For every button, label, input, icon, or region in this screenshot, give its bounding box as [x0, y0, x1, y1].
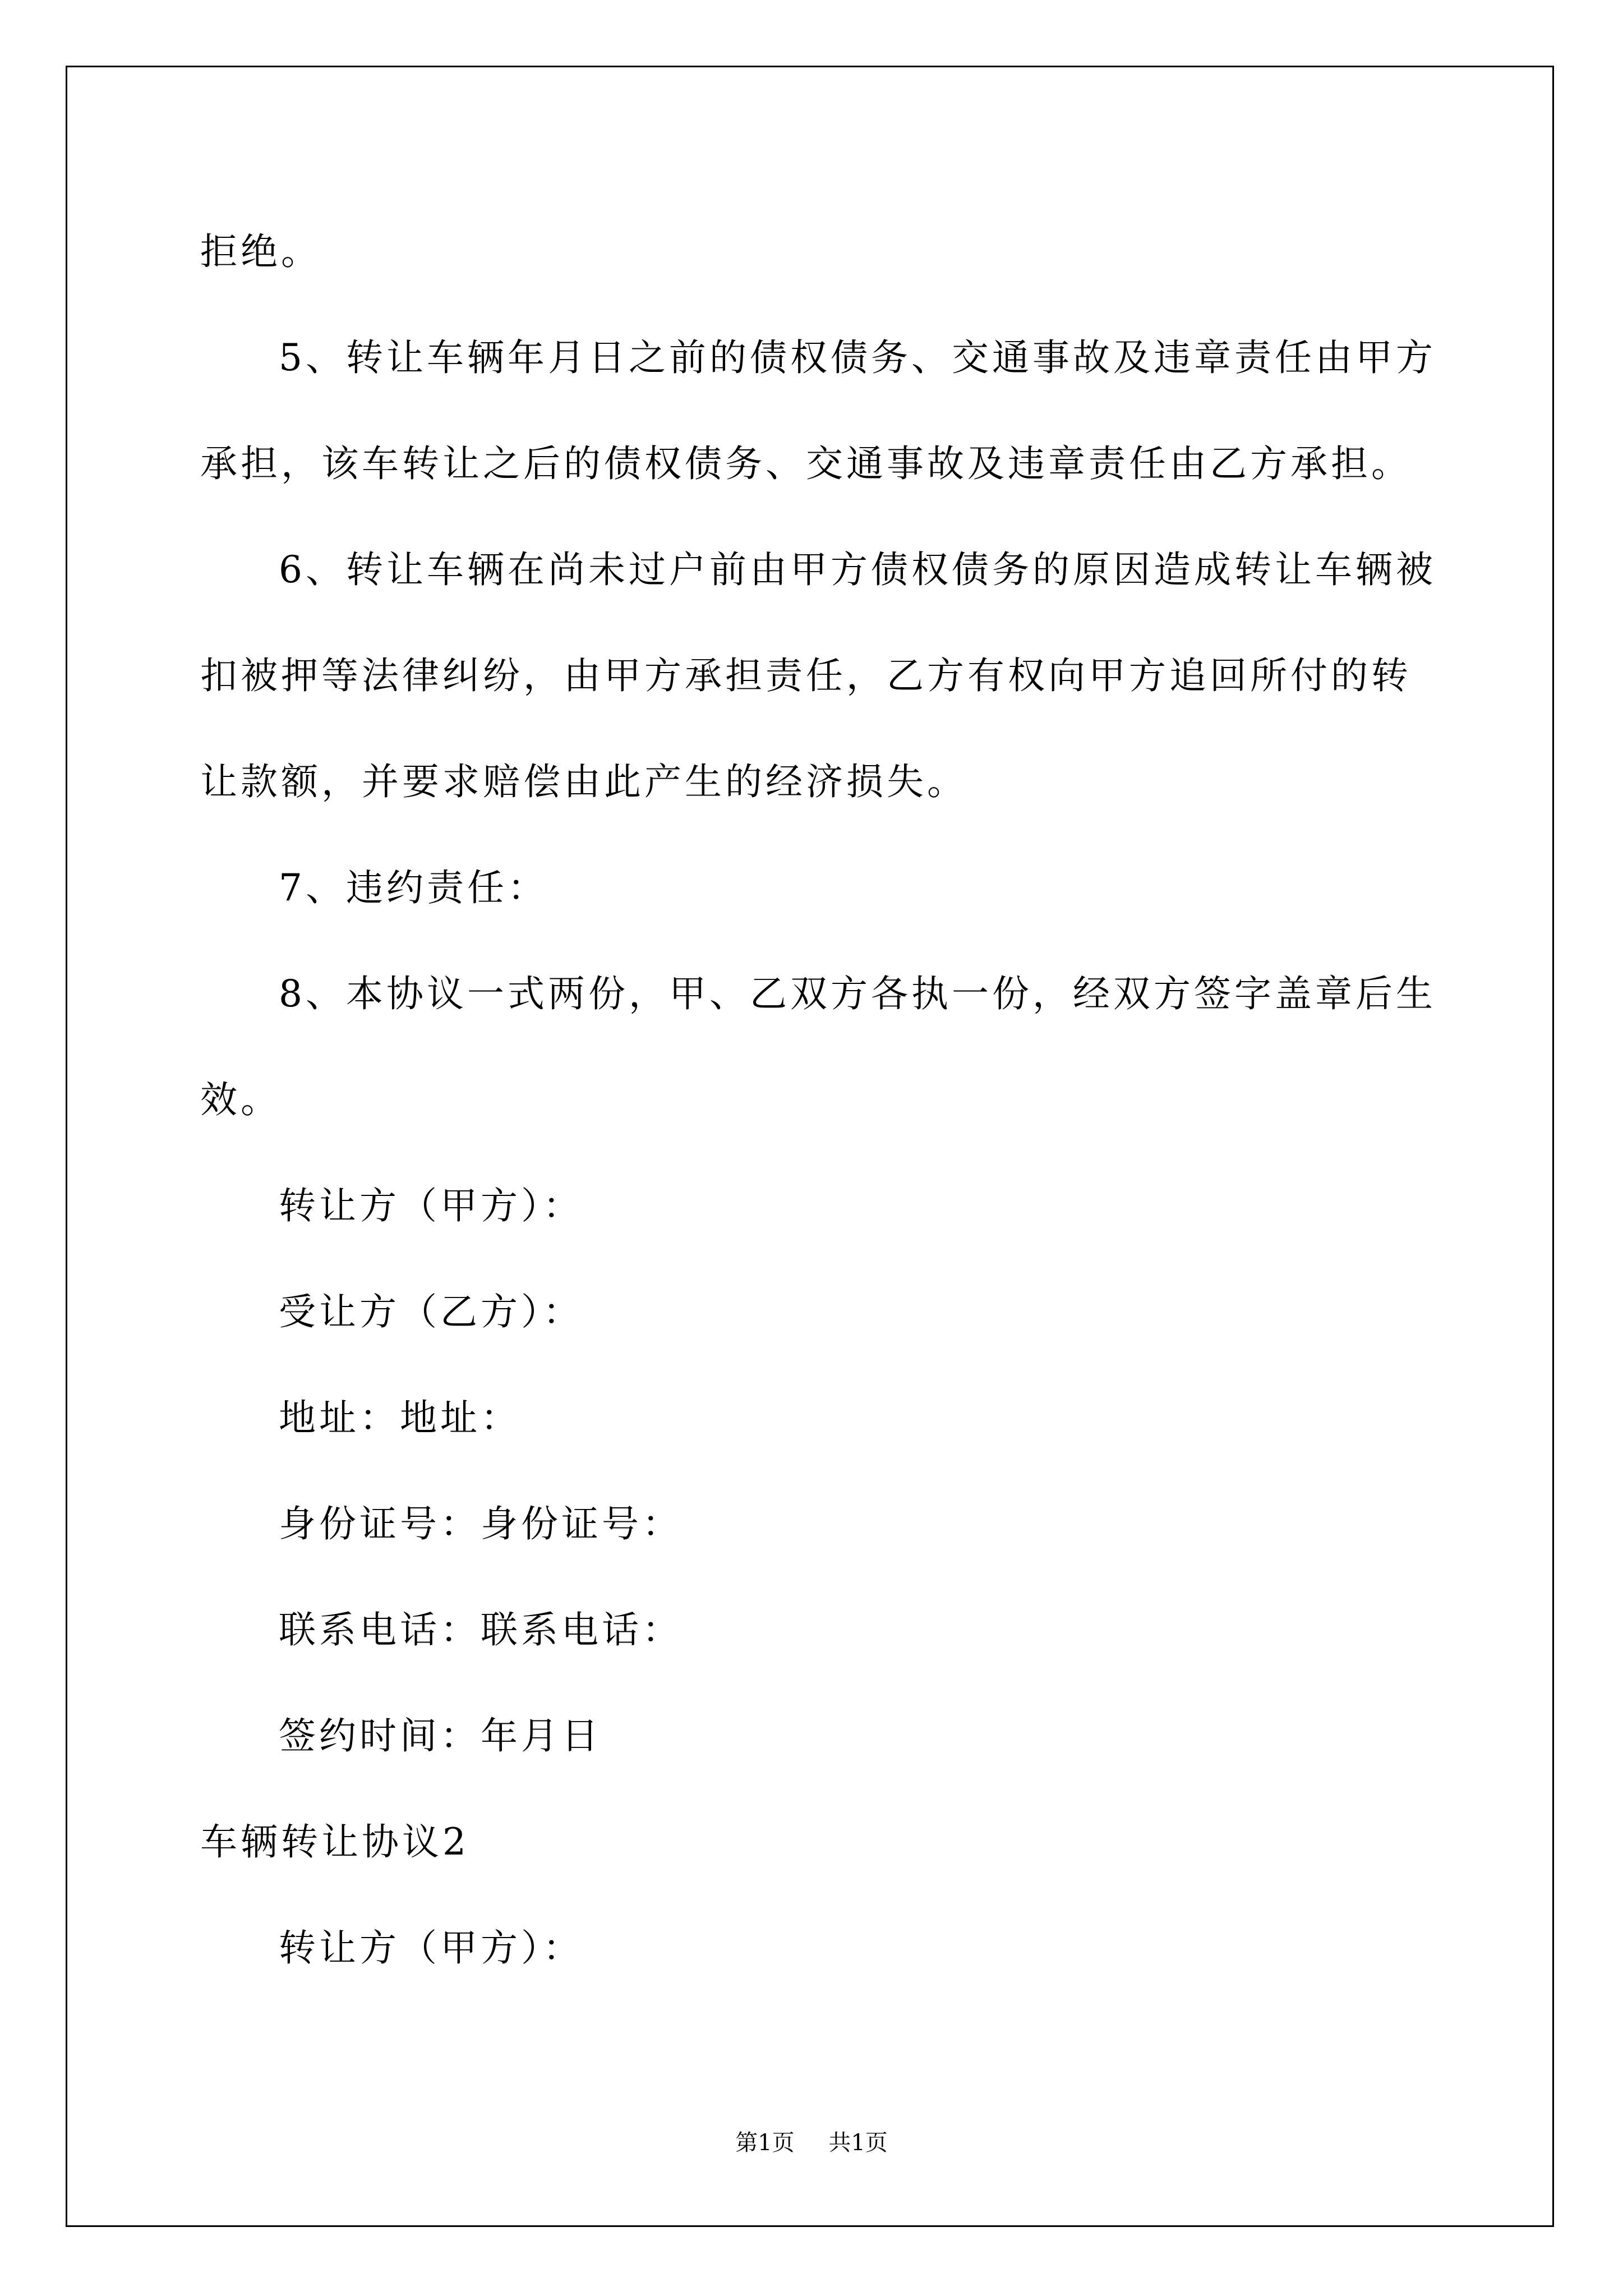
page-number-current: 第1页: [735, 2130, 795, 2156]
signature-transferee: 受让方（乙方）：: [279, 1290, 583, 1333]
signature-transferor: 转让方（甲方）：: [279, 1184, 583, 1227]
signature-id-number: 身份证号：身份证号：: [279, 1502, 683, 1545]
clause-8-line: 8、本协议一式两份，甲、乙双方各执一份，经双方签字盖章后生: [279, 972, 1436, 1015]
clause-5-line: 5、转让车辆年月日之前的债权债务、交通事故及违章责任由甲方: [279, 336, 1436, 379]
body-line: 拒绝。: [200, 230, 321, 273]
page-footer: [0, 2126, 1623, 2160]
clause-6-line: 6、转让车辆在尚未过户前由甲方债权债务的原因造成转让车辆被: [279, 548, 1436, 591]
clause-5-line: 承担，该车转让之后的债权债务、交通事故及违章责任由乙方承担。: [200, 442, 1412, 485]
signature-date: 签约时间：年月日: [279, 1714, 602, 1757]
section-heading: 车辆转让协议2: [200, 1820, 469, 1864]
clause-6-line: 扣被押等法律纠纷，由甲方承担责任，乙方有权向甲方追回所付的转: [200, 654, 1412, 697]
clause-6-line: 让款额，并要求赔偿由此产生的经济损失。: [200, 760, 967, 803]
next-agreement-transferor: 转让方（甲方）：: [279, 1926, 583, 1970]
signature-phone: 联系电话：联系电话：: [279, 1608, 683, 1651]
signature-address: 地址：地址：: [279, 1396, 521, 1439]
clause-8-line: 效。: [200, 1078, 281, 1121]
page-number-total: 共1页: [828, 2130, 888, 2156]
clause-7-line: 7、违约责任：: [279, 866, 548, 909]
document-body: [200, 199, 1490, 2001]
